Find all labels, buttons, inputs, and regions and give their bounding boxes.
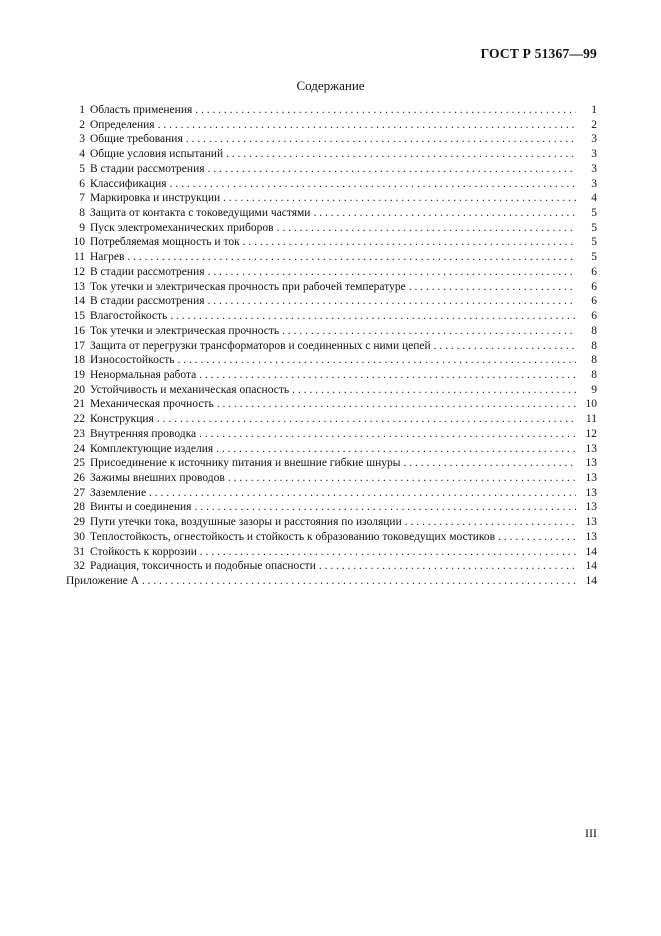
toc-entry-label: Общие условия испытаний: [90, 148, 224, 161]
toc-entry-page: 13: [585, 530, 597, 543]
toc-dot-leader: [177, 353, 576, 368]
toc-entry: [66, 368, 597, 383]
toc-entry-number: 17: [73, 339, 85, 352]
toc-entry-label: В стадии рассмотрения: [90, 265, 205, 278]
toc-entry-number: 22: [73, 413, 85, 426]
toc-entry-number: 10: [73, 236, 85, 249]
toc-entry-page: 13: [585, 442, 597, 455]
toc-entry-label: Пуск электромеханических приборов: [90, 221, 274, 234]
toc-dot-leader: [243, 235, 576, 250]
page-number: III: [585, 826, 597, 840]
toc-entry: [66, 177, 597, 192]
toc-entry-page: 6: [591, 310, 597, 323]
toc-dot-leader: [223, 191, 576, 206]
toc-entry-page: 13: [585, 501, 597, 514]
toc-entry-label: Нагрев: [90, 251, 125, 264]
toc-entry: [66, 383, 597, 398]
toc-entry-page: 6: [591, 295, 597, 308]
toc-entry-page: 9: [591, 383, 597, 396]
toc-entry-page: 2: [591, 118, 597, 131]
toc-entry: [66, 324, 597, 339]
toc-dot-leader: [208, 265, 576, 280]
toc-entry-label: Защита от перегрузки трансформаторов и соединенных с ними цепей: [90, 339, 431, 352]
toc-entry-number: 4: [79, 148, 85, 161]
toc-entry-label: Потребляемая мощность и ток: [90, 236, 240, 249]
toc-entry-label: Конструкция: [90, 413, 154, 426]
toc-entry: [66, 235, 597, 250]
toc-entry-page: 5: [591, 251, 597, 264]
document-header-code: ГОСТ Р 51367—99: [480, 46, 597, 61]
toc-entry-number: 21: [73, 398, 85, 411]
toc-entry-page: 11: [585, 413, 597, 426]
toc-entry-number: 11: [73, 251, 85, 264]
toc-entry: [66, 574, 597, 589]
toc-entry-number: 12: [73, 265, 85, 278]
toc-entry: [66, 294, 597, 309]
toc-title: Содержание: [296, 78, 365, 93]
toc-entry-number: 18: [73, 354, 85, 367]
toc-entry: [66, 309, 597, 324]
toc-entry: [66, 191, 597, 206]
toc-dot-leader: [409, 280, 576, 295]
toc-entry-label: Стойкость к коррозии: [90, 545, 197, 558]
toc-entry-number: 8: [79, 207, 85, 220]
toc-entry: [66, 265, 597, 280]
toc-entry: [66, 456, 597, 471]
toc-entry-page: 3: [591, 162, 597, 175]
toc-entry-page: 1: [591, 104, 597, 116]
toc-entry-label: Пути утечки тока, воздушные зазоры и расстояния по изоляции: [90, 516, 402, 529]
toc-entry-page: 5: [591, 221, 597, 234]
toc-entry: [66, 412, 597, 427]
toc-entry-number: 26: [73, 471, 85, 484]
toc-entry: [66, 103, 597, 118]
toc-entry-label: Присоединение к источнику питания и внешние гибкие шнуры: [90, 457, 401, 470]
toc-dot-leader: [216, 442, 576, 457]
toc-entry-label: Приложение А: [66, 575, 139, 587]
toc-entry: [66, 280, 597, 295]
toc-dot-leader: [158, 118, 576, 133]
toc-entry-number: 19: [73, 368, 85, 381]
toc-entry-page: 14: [585, 560, 597, 573]
toc-entry: [66, 162, 597, 177]
toc-entry: [66, 486, 597, 501]
table-of-contents: [66, 103, 597, 589]
toc-entry-number: 3: [79, 133, 85, 146]
toc-entry-number: 23: [73, 427, 85, 440]
toc-dot-leader: [434, 339, 576, 354]
toc-dot-leader: [199, 368, 576, 383]
toc-entry-label: Маркировка и инструкции: [90, 192, 221, 205]
toc-entry-page: 5: [591, 236, 597, 249]
toc-entry-number: 7: [79, 192, 85, 205]
toc-entry-page: 5: [591, 207, 597, 220]
toc-entry-number: 9: [79, 221, 85, 234]
toc-entry-number: 28: [73, 501, 85, 514]
toc-entry-number: 2: [79, 118, 85, 131]
toc-dot-leader: [170, 309, 576, 324]
toc-entry-label: Защита от контакта с токоведущими частями: [90, 207, 311, 220]
toc-entry-label: Общие требования: [90, 133, 183, 146]
toc-entry-label: Зажимы внешних проводов: [90, 471, 225, 484]
toc-dot-leader: [228, 471, 576, 486]
toc-dot-leader: [226, 147, 576, 162]
toc-dot-leader: [142, 574, 576, 589]
toc-dot-leader: [194, 500, 576, 515]
toc-dot-leader: [149, 486, 576, 501]
toc-entry-label: Теплостойкость, огнестойкость и стойкость к образованию токоведущих мостиков: [90, 530, 496, 543]
toc-entry-label: Ток утечки и электрическая прочность при рабочей температуре: [90, 280, 406, 293]
toc-entry-page: 8: [591, 339, 597, 352]
toc-dot-leader: [208, 162, 576, 177]
toc-entry: [66, 530, 597, 545]
toc-entry-number: 6: [79, 177, 85, 190]
toc-entry-label: В стадии рассмотрения: [90, 295, 205, 308]
toc-dot-leader: [186, 132, 576, 147]
toc-entry-page: 4: [591, 192, 597, 205]
toc-entry: [66, 397, 597, 412]
toc-entry-label: Влагостойкость: [90, 310, 168, 323]
toc-entry-page: 10: [585, 398, 597, 411]
toc-entry: [66, 515, 597, 530]
toc-entry-number: 31: [73, 545, 85, 558]
toc-dot-leader: [405, 515, 576, 530]
toc-dot-leader: [195, 103, 576, 118]
toc-entry-page: 8: [591, 354, 597, 367]
toc-entry-page: 14: [585, 575, 597, 587]
toc-entry-number: 27: [73, 486, 85, 499]
toc-entry-label: Заземление: [90, 486, 147, 499]
toc-entry: [66, 206, 597, 221]
toc-dot-leader: [200, 545, 576, 560]
toc-entry-page: 13: [585, 516, 597, 529]
toc-entry: [66, 339, 597, 354]
toc-entry-label: Классификация: [90, 177, 167, 190]
toc-dot-leader: [292, 383, 576, 398]
toc-entry: [66, 147, 597, 162]
toc-entry-label: Внутренняя проводка: [90, 427, 197, 440]
toc-dot-leader: [157, 412, 576, 427]
toc-entry-label: Механическая прочность: [90, 398, 214, 411]
toc-entry-page: 12: [585, 427, 597, 440]
toc-entry: [66, 471, 597, 486]
toc-dot-leader: [277, 221, 576, 236]
toc-entry-label: Радиация, токсичность и подобные опасности: [90, 560, 316, 573]
toc-entry: [66, 118, 597, 133]
toc-dot-leader: [313, 206, 576, 221]
toc-entry-label: Винты и соединения: [90, 501, 192, 514]
toc-entry: [66, 132, 597, 147]
toc-entry-number: 24: [73, 442, 85, 455]
toc-entry: [66, 221, 597, 236]
toc-entry-page: 8: [591, 324, 597, 337]
toc-entry-number: 13: [73, 280, 85, 293]
toc-entry-label: Износостойкость: [90, 354, 175, 367]
toc-entry-label: Комплектующие изделия: [90, 442, 214, 455]
toc-dot-leader: [404, 456, 577, 471]
toc-dot-leader: [208, 294, 576, 309]
toc-dot-leader: [127, 250, 576, 265]
toc-entry: [66, 427, 597, 442]
toc-entry-number: 29: [73, 516, 85, 529]
toc-entry: [66, 559, 597, 574]
toc-dot-leader: [282, 324, 576, 339]
toc-entry-page: 13: [585, 457, 597, 470]
toc-entry-page: 3: [591, 148, 597, 161]
toc-entry-label: Ненормальная работа: [90, 368, 197, 381]
toc-entry-label: Ток утечки и электрическая прочность: [90, 324, 280, 337]
toc-dot-leader: [319, 559, 576, 574]
toc-entry-number: 14: [73, 295, 85, 308]
toc-entry-page: 6: [591, 280, 597, 293]
toc-entry-number: 5: [79, 162, 85, 175]
toc-entry-page: 3: [591, 133, 597, 146]
toc-entry-number: 25: [73, 457, 85, 470]
toc-entry-page: 6: [591, 265, 597, 278]
toc-entry-number: 20: [73, 383, 85, 396]
toc-entry-number: 30: [73, 530, 85, 543]
toc-entry: [66, 353, 597, 368]
toc-entry: [66, 545, 597, 560]
toc-dot-leader: [498, 530, 576, 545]
toc-entry-page: 13: [585, 471, 597, 484]
toc-entry: [66, 500, 597, 515]
toc-entry-label: Область применения: [90, 104, 193, 116]
toc-entry-page: 3: [591, 177, 597, 190]
toc-dot-leader: [199, 427, 576, 442]
toc-entry-number: 15: [73, 310, 85, 323]
toc-dot-leader: [170, 177, 576, 192]
toc-entry-page: 8: [591, 368, 597, 381]
toc-entry: [66, 442, 597, 457]
toc-entry-label: Устойчивость и механическая опасность: [90, 383, 290, 396]
toc-entry-page: 14: [585, 545, 597, 558]
toc-entry-label: В стадии рассмотрения: [90, 162, 205, 175]
toc-entry-label: Определения: [90, 118, 155, 131]
toc-entry-page: 13: [585, 486, 597, 499]
toc-entry: [66, 250, 597, 265]
toc-dot-leader: [217, 397, 576, 412]
toc-entry-number: 16: [73, 324, 85, 337]
toc-entry-number: 1: [79, 104, 85, 116]
toc-entry-number: 32: [73, 560, 85, 573]
